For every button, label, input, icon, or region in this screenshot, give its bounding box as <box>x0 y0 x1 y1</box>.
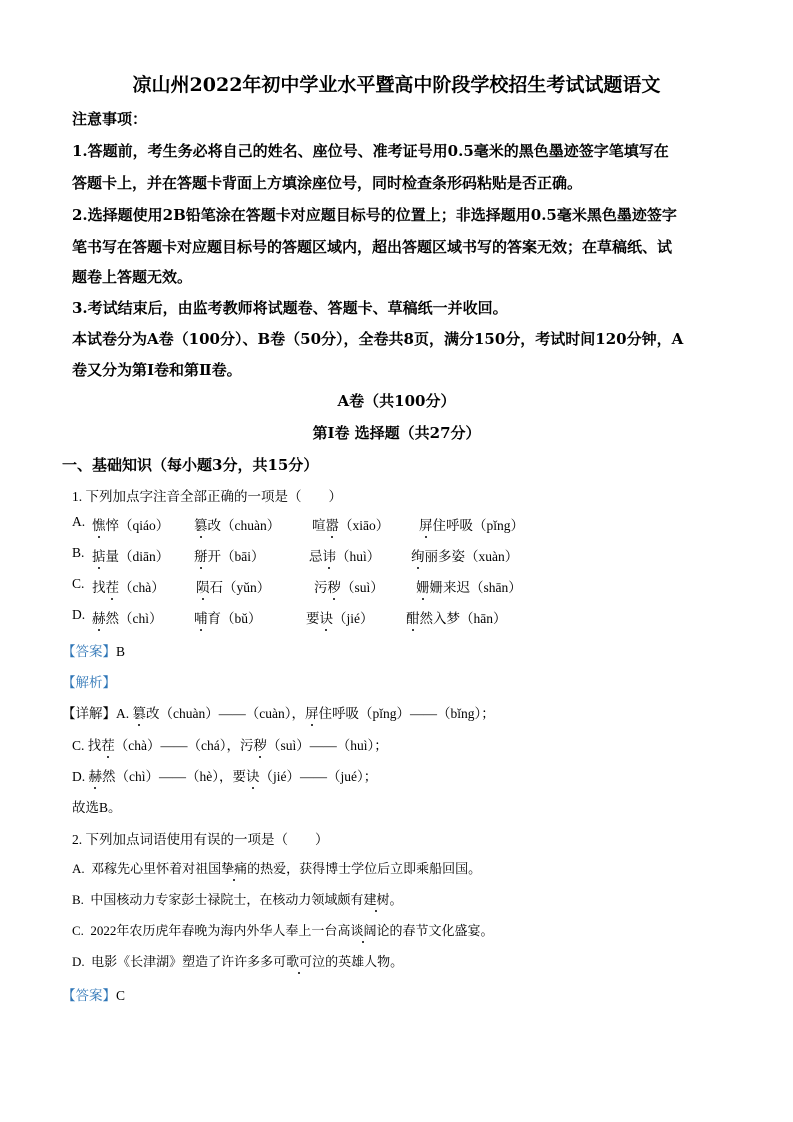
notice-line: 3.考试结束后，由监考教师将试题卷、答题卡、草稿纸一并收回。 <box>72 299 508 317</box>
answer-label: 【答案】 <box>62 644 116 659</box>
option-letter: C. <box>72 576 85 591</box>
q1-stem: 1. 下列加点字注音全部正确的一项是（ ） <box>72 489 342 504</box>
section-a-heading: A卷（共100分） <box>337 392 456 410</box>
notice-line: 答题卡上，并在答题卡背面上方填涂座位号，同时检查条形码粘贴是否正确。 <box>72 174 583 192</box>
q1-detail-a: 【详解】A. 篡改（chuàn）——（cuàn），屏住呼吸（pǐng）——（bǐng）； <box>62 702 495 722</box>
option-item: 篡改（chuàn） <box>194 514 280 534</box>
q2-option-c: C. 2022年农历虎年春晚为海内外华人奉上一台高谈阔论的春节文化盛宴。 <box>72 920 493 939</box>
option-item: 要诀（jié） <box>306 607 374 627</box>
q2-option-a: A. 邓稼先心里怀着对祖国挚痛的热爱，获得博士学位后立即乘船回国。 <box>72 858 481 877</box>
option-letter: B. <box>72 545 85 560</box>
option-item: 酣然入梦（hān） <box>406 607 507 627</box>
option-letter: A. <box>72 514 86 529</box>
part-one-heading: 第Ⅰ卷 选择题（共27分） <box>312 424 481 442</box>
page-title: 凉山州2022年初中学业水平暨高中阶段学校招生考试试题语文 <box>132 74 661 96</box>
option-item: 忌讳（huì） <box>309 545 380 565</box>
answer-label: 【答案】 <box>62 988 116 1003</box>
option-item: 屏住呼吸（pǐng） <box>419 514 524 534</box>
option-item: 掂量（diān） <box>92 545 169 565</box>
answer-value: B <box>116 644 126 659</box>
q1-analysis <box>62 671 116 691</box>
notice-line: 笔书写在答题卡对应题目标号的答题区域内，超出答题区域书写的答案无效；在草稿纸、试 <box>72 238 673 256</box>
q1-detail-c: C. 找茬（chà）——（chá），污秽（suì）——（huì）； <box>72 734 388 754</box>
option-item: 掰开（bāi） <box>194 545 265 565</box>
option-item: 赫然（chì） <box>92 607 163 627</box>
analysis-label: 【解析】 <box>62 675 116 690</box>
option-item: 哺育（bǔ） <box>194 607 262 627</box>
notice-line: 本试卷分为A卷（100分）、B卷（50分），全卷共8页，满分150分，考试时间120分钟，A <box>72 330 684 348</box>
notice-line: 卷又分为第Ⅰ卷和第Ⅱ卷。 <box>72 361 242 379</box>
notice-heading: 注意事项： <box>72 110 148 128</box>
option-item: 憔悴（qiáo） <box>92 514 169 534</box>
answer-value: C <box>116 988 126 1003</box>
q1-answer <box>62 640 125 660</box>
q2-answer <box>62 984 125 1004</box>
option-item: 污秽（suì） <box>314 576 384 596</box>
q1-detail-d: D. 赫然（chì）——（hè），要诀（jié）——（jué）； <box>72 765 377 785</box>
option-item: 找茬（chà） <box>92 576 165 596</box>
notice-line: 1.答题前，考生务必将自己的姓名、座位号、准考证号用0.5毫米的黑色墨迹签字笔填写在 <box>72 142 669 160</box>
notice-line: 题卷上答题无效。 <box>72 268 193 286</box>
detail-label: 【详解】 <box>62 706 116 721</box>
q2-option-b: B. 中国核动力专家彭士禄院士，在核动力领域颇有建树。 <box>72 889 402 908</box>
option-letter: D. <box>72 607 86 622</box>
option-item: 喧嚣（xiāo） <box>312 514 389 534</box>
section-heading: 一、基础知识（每小题3分，共15分） <box>62 456 319 474</box>
option-item: 姗姗来迟（shān） <box>416 576 522 596</box>
option-item: 陨石（yǔn） <box>196 576 270 596</box>
notice-line: 2.选择题使用2B铅笔涂在答题卡对应题目标号的位置上；非选择题用0.5毫米黑色墨迹签字 <box>72 206 677 224</box>
option-item: 绚丽多姿（xuàn） <box>411 545 518 565</box>
q1-conclusion: 故选B。 <box>72 800 122 815</box>
q2-stem: 2. 下列加点词语使用有误的一项是（ ） <box>72 832 329 847</box>
q2-option-d: D. 电影《长津湖》塑造了许许多多可歌可泣的英雄人物。 <box>72 951 403 970</box>
